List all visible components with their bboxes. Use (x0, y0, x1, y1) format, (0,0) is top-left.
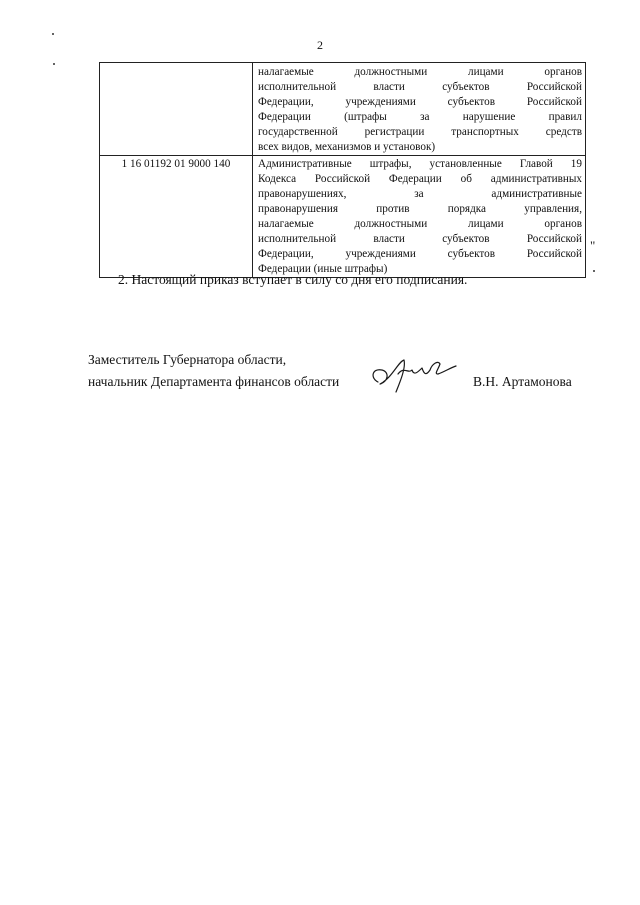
description-line: Федерации, учреждениями субъектов Российской (258, 96, 582, 108)
description-line: налагаемые должностными лицами органов (258, 218, 582, 230)
description-line: Федерации (иные штрафы) (258, 263, 388, 275)
description-line: всех видов, механизмов и установок) (258, 141, 436, 153)
description-line: государственной регистрации транспортных средств (258, 126, 582, 138)
scan-mark-left (53, 63, 55, 65)
description-line: правонарушения против порядка управления, (258, 203, 582, 215)
scan-mark-right (593, 270, 595, 272)
handwritten-signature (368, 352, 460, 396)
signatory-position-line-2: начальник Департамента финансов области (88, 374, 340, 389)
description-cell (253, 63, 586, 156)
scan-mark-top (52, 33, 54, 35)
description-line: Федерации, учреждениями субъектов Российской (258, 248, 582, 260)
signatory-name: В.Н. Артамонова (473, 374, 572, 389)
table-row (100, 156, 586, 278)
code-cell (100, 63, 253, 156)
description-line: Административные штрафы, установленные Главой 19 (258, 158, 582, 170)
page-number: 2 (317, 38, 323, 52)
description-line: правонарушениях, за административные (258, 188, 582, 200)
description-line: исполнительной власти субъектов Российской (258, 233, 582, 245)
description-cell (253, 156, 586, 278)
budget-codes-table (99, 62, 586, 278)
description-line: Кодекса Российской Федерации об административных (258, 173, 582, 185)
code-cell: 1 16 01192 01 9000 140 (100, 156, 253, 278)
clause-2: 2. Настоящий приказ вступает в силу со дня его подписания. (118, 272, 468, 287)
description-line: исполнительной власти субъектов Российской (258, 81, 582, 93)
signatory-position-line-1: Заместитель Губернатора области, (88, 352, 287, 367)
table-row (100, 63, 586, 156)
closing-quote: " (590, 238, 596, 253)
description-line: налагаемые должностными лицами органов (258, 66, 582, 78)
description-line: Федерации (штрафы за нарушение правил (258, 111, 582, 123)
